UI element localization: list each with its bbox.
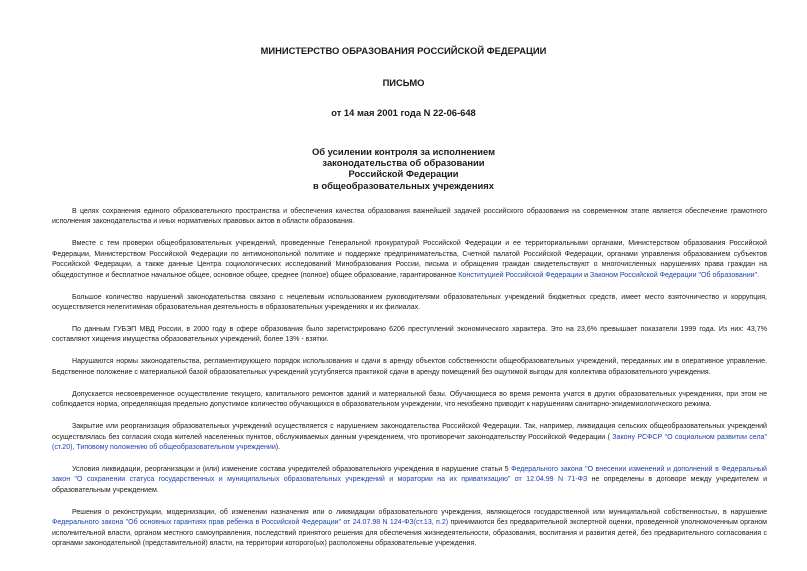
paragraph-7 — [52, 422, 767, 453]
paragraph-2-text-c: . — [757, 271, 760, 279]
paragraph-7-text-a: Закрытие или реорганизация образовательных учреждений осуществляется с нарушением законодательства Российской Федерации. Так, например, ликвидация сельских общеобразовательных учреждений осуществлялась без согласия схода жителей населенных пунктов, обслуживаемых данным учреждением, что противоречит законодательству Российской Федерации ( — [52, 423, 767, 441]
paragraph-6: Допускается несвоевременное осуществление текущего, капитального ремонтов зданий и материальной базы. Обучающиеся во время ремонта учатся в других образовательных учреждениях, при этом не соблюдается норма, определяющая предельно допустимое количество обучающихся в образовательном учреждении, что неизбежно приводит к нарушениям санитарно-эпидемиологического режима. — [52, 390, 767, 409]
paragraph-2 — [52, 239, 767, 281]
title-line-3: Российской Федерации — [348, 168, 459, 180]
paragraph-2-text-a: Вместе с тем проверки общеобразовательных учреждений, проведенные Генеральной прокуратурой Российской Федерации и ее территориальными органами, Министерством образования Российской Федерации, Министерством Российской Федерации по антимонопольной политике и поддержке предпринимательства, Счетной палатой Российской Федерации, органами управления образованием субъектов Российской Федерации, а также данные Центра социологических исследований Минобразования России, письма и обращения граждан свидетельствуют о многочисленных нарушениях права граждан на общедоступное и бесплатное начальное общее, основное общее, среднее (полное) общее образование, гарантированное — [52, 240, 767, 279]
paragraph-9 — [52, 508, 767, 550]
paragraph-7-text-c: ). — [275, 444, 281, 452]
paragraph-8-text-a: Условия ликвидации, реорганизации и (или) изменение состава учредителей образовательного учреждения в нарушение статьи 5 — [72, 466, 512, 474]
document-type: ПИСЬМО — [382, 77, 425, 88]
paragraph-1: В целях сохранения единого образовательного пространства и обеспечения качества образования важнейшей задачей российского образования на современном этапе является обеспечение грамотного исполнения законодательства и иных нормативных правовых актов в области образования. — [52, 208, 767, 226]
paragraph-2-text-b: и — [582, 271, 591, 279]
document-body — [52, 207, 767, 561]
child-rights-law-link[interactable]: Федерального закона "Об основных гарантиях прав ребенка в Российской Федерации" от 24.07.98 N 124-ФЗ(ст.13, п.2) — [52, 519, 449, 527]
federal-law-71fz-link[interactable]: Федерального закона "О внесении изменений и дополнений в Федеральный закон "О сохранении статуса государственных и муниципальных образовательных учреждений и моратории на их приватизацию" от 12.04.99 N 71-ФЗ — [52, 466, 767, 484]
document-date-number: от 14 мая 2001 года N 22-06-648 — [331, 107, 476, 118]
constitution-link[interactable]: Конституцией Российской Федерации — [458, 271, 583, 279]
model-regulation-link[interactable]: Типовому положению об общеобразовательном учреждении — [76, 444, 276, 452]
paragraph-9-text-a: Решения о реконструкции, модернизации, об изменении назначения или о ликвидации образовательного учреждения, являющегося государственной или муниципальной собственностью, в нарушение — [72, 508, 767, 516]
rural-development-law-link[interactable]: Закону РСФСР "О социальном развитии села" (ст.20) — [52, 433, 768, 452]
paragraph-7-text-b: , — [72, 444, 77, 452]
education-law-link[interactable]: Законом Российской Федерации "Об образовании" — [590, 271, 758, 279]
title-line-4: в общеобразовательных учреждениях — [313, 179, 494, 191]
ministry-header: МИНИСТЕРСТВО ОБРАЗОВАНИЯ РОССИЙСКОЙ ФЕДЕРАЦИИ — [260, 45, 547, 56]
paragraph-8-text-b: не определены в договоре между учредителем и образовательным учреждением. — [52, 476, 768, 494]
paragraph-9-text-b: принимаются без предварительной экспертной оценки, проведенной уполномоченным органом исполнительной власти, органом местного самоуправления, последствий принятого решения для обеспечения жизнедеятельности, образования, воспитания и развития детей, без предварительного согласования с органами законодательной (представительной) власти, на территории которого(ых) расположены образовательные учреждения. — [52, 519, 767, 548]
paragraph-5: Нарушаются нормы законодательства, регламентирующего порядок использования и сдачи в аренду объектов собственности общеобразовательных учреждений, переданных им в оперативное управление. Бедственное положение с материальной базой образовательных учреждений усугубляется практикой сдачи в аренду помещений без ощутимой выгоды для коллектива образовательного учреждения. — [52, 358, 767, 376]
paragraph-8 — [52, 465, 767, 496]
document-title — [0, 146, 807, 191]
title-line-1: Об усилении контроля за исполнением — [311, 146, 496, 157]
title-line-2: законодательства об образовании — [322, 157, 485, 169]
paragraph-4: По данным ГУБЭП МВД России, в 2000 году в сфере образования было зарегистрировано 6206 преступлений экономического характера. Это на 23,6% превышает показатели 1999 года. Из них: 43,7% составляют хищения имущества образовательных учреждений, более 13% - взятки. — [52, 326, 767, 344]
paragraph-3: Большое количество нарушений законодательства связано с нецелевым использованием руководителями образовательных учреждений бюджетных средств, имеет место взяточничество и коррупция, осуществляется нелегитимная образовательная деятельность в образовательных учреждениях и их филиалах. — [52, 293, 767, 312]
